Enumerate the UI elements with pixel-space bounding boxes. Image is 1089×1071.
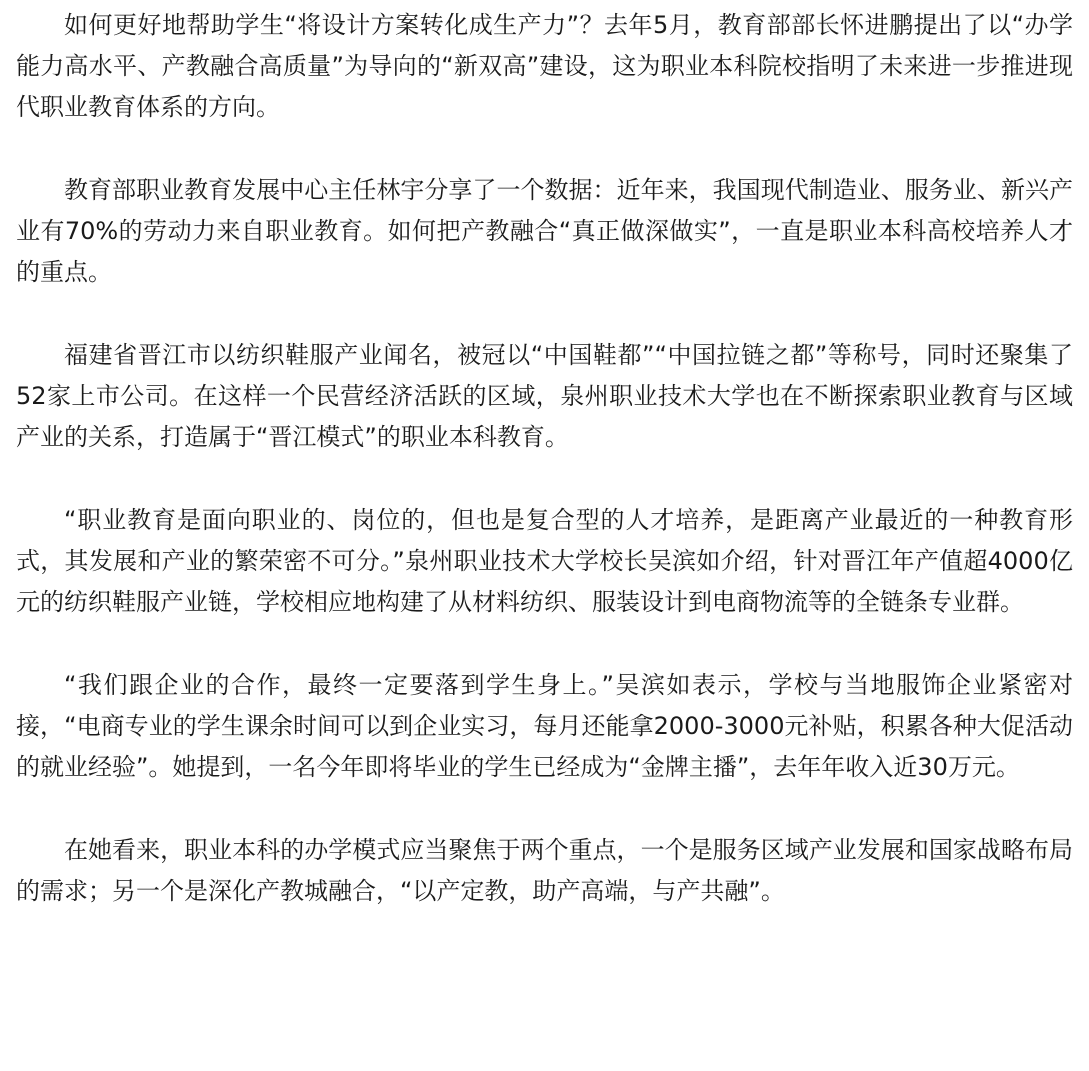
paragraph-6: 在她看来，职业本科的办学模式应当聚焦于两个重点，一个是服务区域产业发展和国家战略布局的需求；另一个是深化产教城融合，“以产定教，助产高端，与产共融”。	[16, 836, 1073, 905]
paragraph-5: “我们跟企业的合作，最终一定要落到学生身上。”吴滨如表示，学校与当地服饰企业紧密对接，“电商专业的学生课余时间可以到企业实习，每月还能拿2000-3000元补贴，积累各种大促活动的就业经验”。她提到，一名今年即将毕业的学生已经成为“金牌主播”，去年年收入近30万元。	[16, 671, 1073, 781]
paragraph-4: “职业教育是面向职业的、岗位的，但也是复合型的人才培养，是距离产业最近的一种教育形式，其发展和产业的繁荣密不可分。”泉州职业技术大学校长吴滨如介绍，针对晋江年产值超4000亿元的纺织鞋服产业链，学校相应地构建了从材料纺织、服装设计到电商物流等的全链条专业群。	[16, 506, 1073, 616]
paragraph-3: 福建省晋江市以纺织鞋服产业闻名，被冠以“中国鞋都”“中国拉链之都”等称号，同时还聚集了52家上市公司。在这样一个民营经济活跃的区域，泉州职业技术大学也在不断探索职业教育与区域产业的关系，打造属于“晋江模式”的职业本科教育。	[16, 341, 1073, 451]
paragraph-2: 教育部职业教育发展中心主任林宇分享了一个数据：近年来，我国现代制造业、服务业、新兴产业有70%的劳动力来自职业教育。如何把产教融合“真正做深做实”，一直是职业本科高校培养人才的重点。	[16, 176, 1073, 286]
paragraph-1: 如何更好地帮助学生“将设计方案转化成生产力”？去年5月，教育部部长怀进鹏提出了以“办学能力高水平、产教融合高质量”为导向的“新双高”建设，这为职业本科院校指明了未来进一步推进现代职业教育体系的方向。	[16, 11, 1073, 121]
